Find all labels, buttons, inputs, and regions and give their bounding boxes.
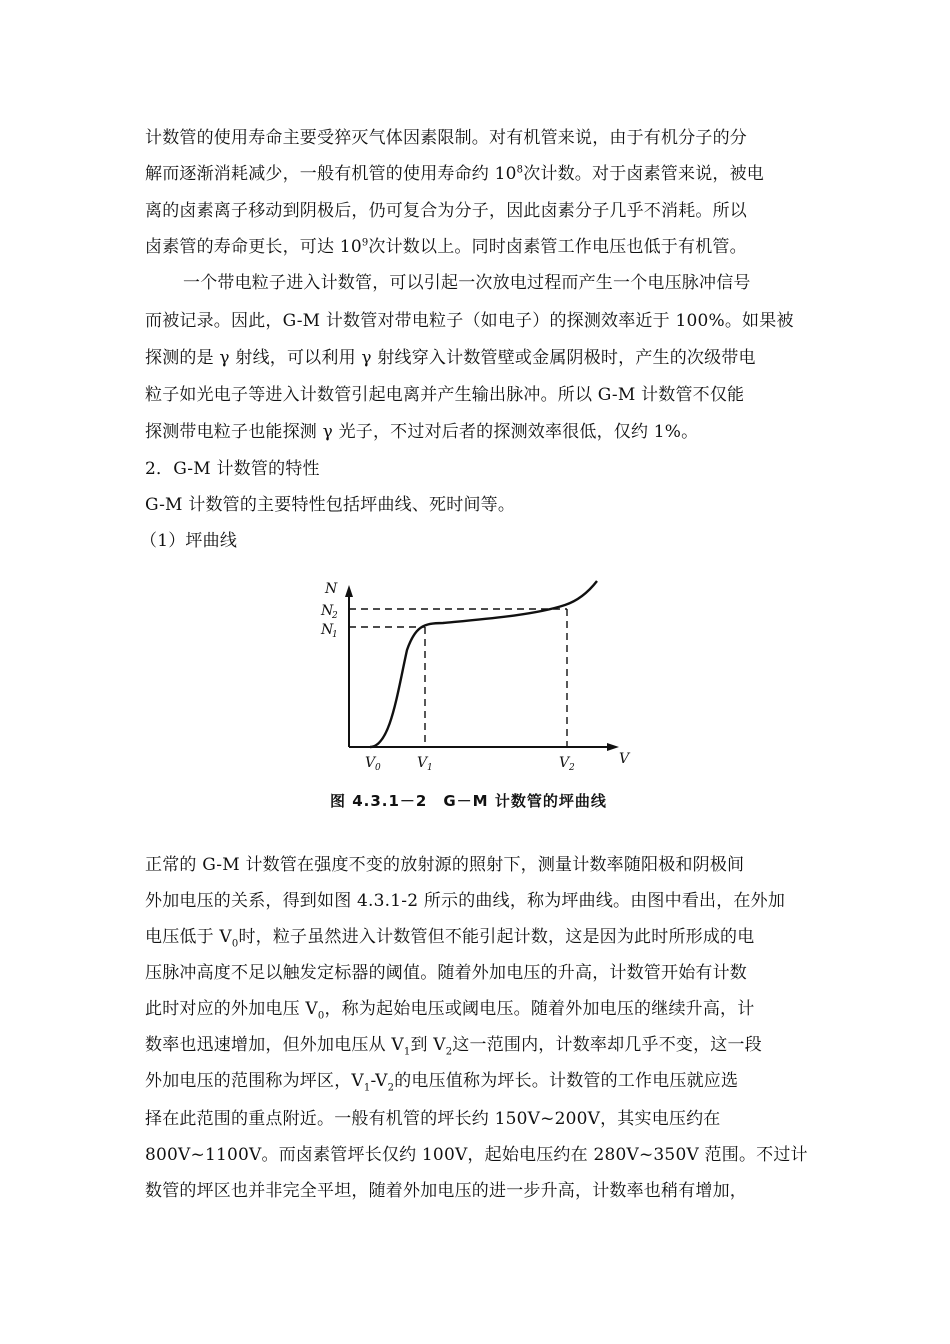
superscript: 9 [361,237,369,249]
v1-label: V [417,755,428,771]
text-line [145,1070,810,1092]
v1-subscript: 1 [427,763,433,773]
subscript: 0 [317,1010,325,1022]
v0-label: V [365,755,376,771]
text-line [145,1144,810,1166]
text-line [145,236,810,258]
text-run: 而被记录。因此，G-M 计数管对带电粒子（如电子）的探测效率近于 100%。如果被 [145,311,794,331]
subscript: 0 [231,938,239,950]
plateau-curve-figure [315,575,645,815]
text-run: 外加电压的关系，得到如图 4.3.1-2 所示的曲线，称为坪曲线。由图中看出，在外加 [145,891,786,911]
text-line [145,1180,810,1202]
subscript: 1 [403,1046,411,1058]
text-run: 离的卤素离子移动到阴极后，仍可复合为分子，因此卤素分子几乎不消耗。所以 [145,201,747,221]
section-intro: G-M 计数管的主要特性包括坪曲线、死时间等。 [145,495,516,515]
text-run: 的电压值称为坪长。计数管的工作电压就应选 [394,1071,739,1091]
v2-subscript: 2 [569,763,575,773]
text-line [145,127,810,149]
text-line [145,854,810,876]
text-run: ，称为起始电压或阈电压。随着外加电压的继续升高，计 [324,999,755,1019]
superscript: 8 [516,164,524,176]
text-run: 粒子如光电子等进入计数管引起电离并产生输出脉冲。所以 G-M 计数管不仅能 [145,385,745,405]
text-run: -V [370,1071,388,1091]
x-axis-arrow [607,743,619,751]
text-run: 此时对应的外加电压 V [145,999,318,1019]
text-line [145,200,810,222]
text-run: 次计数以上。同时卤素管工作电压也低于有机管。 [368,237,747,257]
v0-subscript: 0 [375,763,381,773]
text-run: 电压低于 V [145,927,232,947]
v2-label: V [559,755,570,771]
text-run: 这一范围内，计数率却几乎不变，这一段 [452,1035,762,1055]
n2-subscript: 2 [332,611,338,621]
text-line [145,421,810,443]
text-run: 探测的是 γ 射线，可以利用 γ 射线穿入计数管壁或金属阴极时，产生的次级带电 [145,348,756,368]
text-run: 压脉冲高度不足以触发定标器的阈值。随着外加电压的升高，计数管开始有计数 [145,963,747,983]
y-axis-label: N [325,581,338,597]
section-heading: 2．G-M 计数管的特性 [145,459,320,479]
n1-label: N [321,622,334,638]
subscript: 1 [363,1082,371,1094]
text-run: 解而逐渐消耗减少，一般有机管的使用寿命约 10 [145,164,517,184]
plateau-curve-diagram [315,575,645,815]
n2-label: N [321,603,334,619]
figure-caption: 图 4.3.1－2 G－M 计数管的坪曲线 [330,792,607,810]
text-line [145,926,810,948]
text-line [145,1108,810,1130]
text-line [145,163,810,185]
n1-subscript: 1 [332,630,338,640]
plateau-curve [370,581,597,747]
y-axis-arrow [345,585,353,597]
x-axis-label: V [619,751,630,767]
subscript: 2 [445,1046,453,1058]
text-line [145,1034,810,1056]
text-line [183,272,810,294]
text-run: 计数管的使用寿命主要受猝灭气体因素限制。对有机管来说，由于有机分子的分 [145,128,747,148]
text-run: 时，粒子虽然进入计数管但不能引起计数，这是因为此时所形成的电 [238,927,755,947]
text-run: 正常的 G-M 计数管在强度不变的放射源的照射下，测量计数率随阳极和阴极间 [145,855,745,875]
subscript: 2 [387,1082,395,1094]
text-run: 800V~1100V。而卤素管坪长仅约 100V，起始电压约在 280V~350V 范围。不过计 [145,1145,808,1165]
text-line [145,310,810,332]
text-line [145,962,810,984]
text-line [145,384,810,406]
text-run: 择在此范围的重点附近。一般有机管的坪长约 150V~200V，其实电压约在 [145,1109,721,1129]
text-run: 卤素管的寿命更长，可达 10 [145,237,362,257]
text-line [145,998,810,1020]
text-run: 到 V [410,1035,446,1055]
text-run: 一个带电粒子进入计数管，可以引起一次放电过程而产生一个电压脉冲信号 [183,273,751,293]
text-run: 次计数。对于卤素管来说，被电 [523,164,765,184]
text-line [145,347,810,369]
text-line [145,890,810,912]
text-run: 数率也迅速增加，但外加电压从 V [145,1035,404,1055]
text-run: 数管的坪区也并非完全平坦，随着外加电压的进一步升高，计数率也稍有增加， [145,1181,747,1201]
text-run: 探测带电粒子也能探测 γ 光子，不过对后者的探测效率很低，仅约 1%。 [145,422,699,442]
subsection-heading: （1）坪曲线 [140,531,238,551]
text-run: 外加电压的范围称为坪区，V [145,1071,364,1091]
